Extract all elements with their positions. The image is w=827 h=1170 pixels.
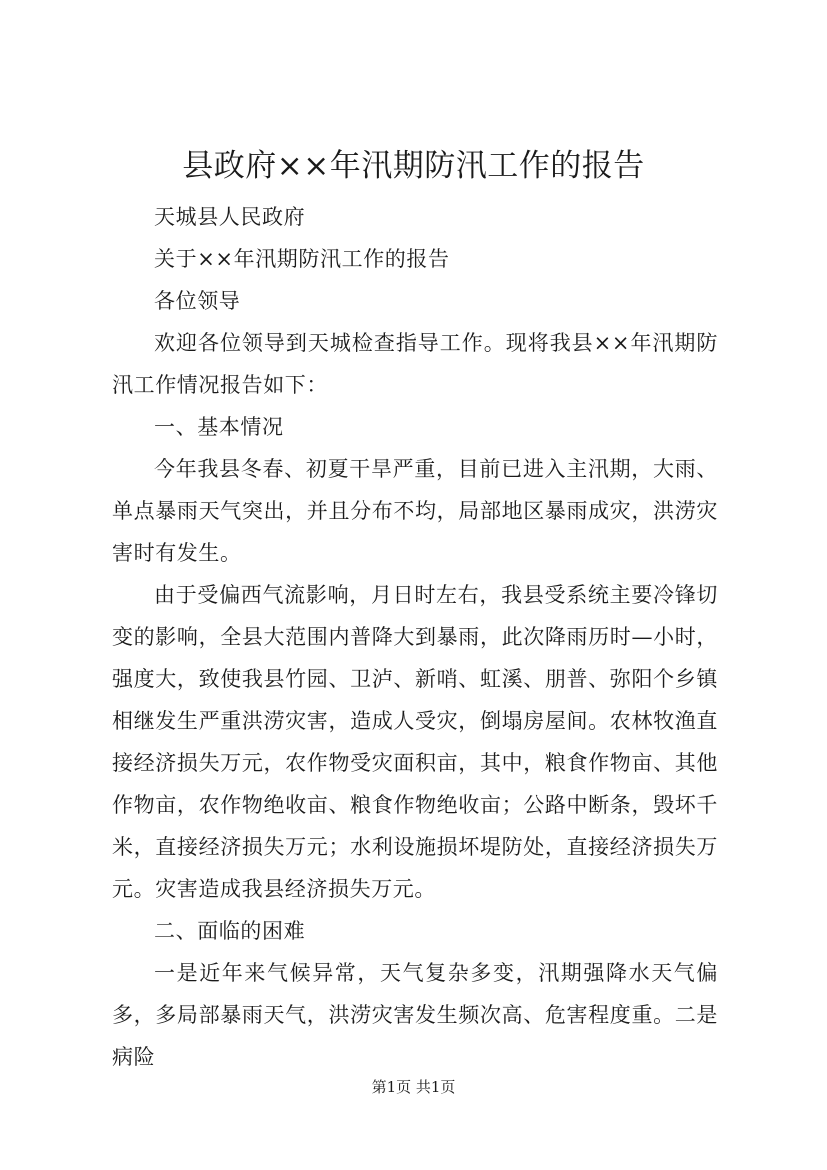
document-title: 县政府××年汛期防汛工作的报告 [182, 148, 645, 184]
report-subtitle: 关于××年汛期防汛工作的报告 [154, 247, 450, 271]
recipient-line: 天城县人民政府 [154, 205, 306, 229]
section-heading-basic-situation: 一、基本情况 [154, 415, 284, 439]
body-paragraph: 今年我县冬春、初夏干旱严重，目前已进入主汛期，大雨、单点暴雨天气突出，并且分布不均，局部地区暴雨成灾，洪涝灾害时有发生。 [112, 457, 718, 565]
document-body [112, 196, 718, 1078]
body-paragraph: 一是近年来气候异常，天气复杂多变，汛期强降水天气偏多，多局部暴雨天气，洪涝灾害发生频次高、危害程度重。二是病险 [112, 961, 718, 1069]
salutation: 各位领导 [154, 289, 241, 313]
intro-paragraph: 欢迎各位领导到天城检查指导工作。现将我县××年汛期防汛工作情况报告如下： [112, 331, 718, 397]
page-number-footer: 第1页 共1页 [371, 1078, 456, 1096]
section-heading-difficulties: 二、面临的困难 [154, 919, 306, 943]
body-paragraph: 由于受偏西气流影响，月日时左右，我县受系统主要冷锋切变的影响，全县大范围内普降大到暴雨，此次降雨历时—小时，强度大，致使我县竹园、卫泸、新哨、虹溪、朋普、弥阳个乡镇相继发生严重洪涝灾害，造成人受灾，倒塌房屋间。农林牧渔直接经济损失万元，农作物受灾面积亩，其中，粮食作物亩、其他作物亩，农作物绝收亩、粮食作物绝收亩；公路中断条，毁坏千米，直接经济损失万元；水利设施损坏堤防处，直接经济损失万元。灾害造成我县经济损失万元。 [112, 583, 718, 901]
